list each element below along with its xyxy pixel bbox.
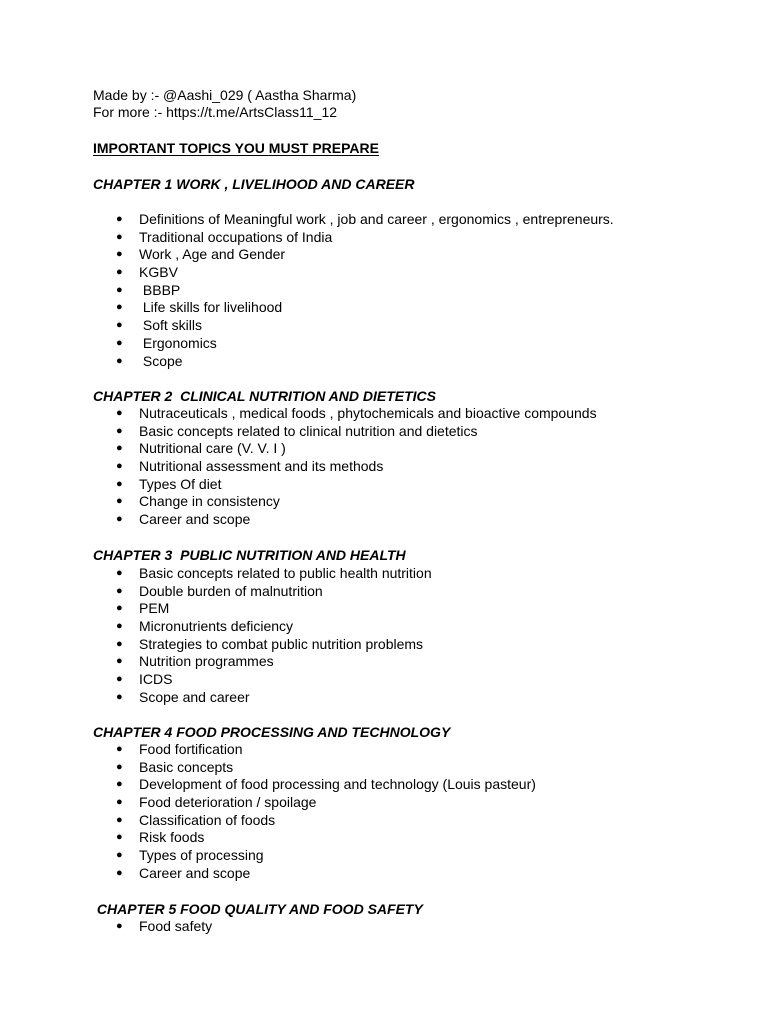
chapter-5-heading: CHAPTER 5 FOOD QUALITY AND FOOD SAFETY — [93, 901, 423, 917]
bullet-icon: ● — [116, 760, 123, 773]
bullet-icon: ● — [116, 301, 123, 314]
bullet-icon: ● — [116, 673, 123, 686]
bullet-icon: ● — [116, 442, 123, 455]
bullet-icon: ● — [116, 513, 123, 526]
bullet-icon: ● — [116, 690, 123, 703]
bullet-icon: ● — [116, 866, 123, 879]
bullet-icon: ● — [116, 213, 123, 225]
bullet-icon: ● — [116, 620, 123, 633]
bullet-icon: ● — [116, 230, 123, 243]
document-page: Made by :- @Aashi_029 ( Aastha Sharma) For more :- https://t.me/ArtsClass11_12 IMPORTANT TOPICS YOU MUST PREPARE CHAPTER 1 WORK , LIVELIHOOD AND CAREER ● Definitions of Meaningful work , job and career , ergonomics , entrepreneurs. ● Traditional occupations of India ● Work , Age and Gender ● KGBV ● BBBP ● Life skills for livelihood ● Soft skills ● Ergonomics ● Scope CHAPTER 2 CLINICAL NUTRITION AND DIETETICS ● Nutraceuticals , medical foods , phytochemicals and bioactive compounds ● Basic concepts related to clinical nutrition and dietetics ● Nutritional care (V. V. I ) ● Nutritional assessment and its methods ● Types Of diet ● Change in consistency ● Career and scope CHAPTER 3 PUBLIC NUTRITION AND HEALTH ● Basic concepts related to public health nutrition ● Double burden of malnutrition ● PEM ● Micronutrients deficiency ● Strategies to combat public nutrition problems ● Nutrition programmes ● ICDS ● Scope and career CHAPTER 4 FOOD PROCESSING AND TECHNOLOGY ● Food fortification ● Basic concepts ● Development of food processing and technology (Louis pasteur) ● Food deterioration / spoilage ● Classification of foods ● Risk foods ● Types of processing ● Career and scope CHAPTER 5 FOOD QUALITY AND FOOD SAFETY ● Food safety — [93, 87, 614, 934]
bullet-icon: ● — [116, 336, 123, 349]
bullet-icon: ● — [116, 655, 123, 668]
bullet-icon: ● — [116, 354, 123, 367]
bullet-icon: ● — [116, 319, 123, 332]
chapter-3-heading: CHAPTER 3 PUBLIC NUTRITION AND HEALTH — [93, 547, 406, 563]
bullet-icon: ● — [116, 407, 123, 419]
chapter-4-heading: CHAPTER 4 FOOD PROCESSING AND TECHNOLOGY — [93, 724, 451, 740]
bullet-icon: ● — [116, 831, 123, 844]
bullet-icon: ● — [116, 813, 123, 826]
bullet-icon: ● — [116, 460, 123, 473]
bullet-icon: ● — [116, 743, 123, 755]
document-title: IMPORTANT TOPICS YOU MUST PREPARE — [93, 140, 379, 156]
bullet-icon: ● — [116, 584, 123, 597]
chapter-1-heading: CHAPTER 1 WORK , LIVELIHOOD AND CAREER — [93, 176, 415, 192]
bullet-icon: ● — [116, 283, 123, 296]
bullet-icon: ● — [116, 849, 123, 862]
bullet-icon: ● — [116, 567, 123, 579]
bullet-icon: ● — [116, 477, 123, 490]
bullet-icon: ● — [116, 637, 123, 650]
bullet-icon: ● — [116, 495, 123, 508]
source-link-line: For more :- https://t.me/ArtsClass11_12 — [93, 104, 338, 120]
chapter-2-heading: CHAPTER 2 CLINICAL NUTRITION AND DIETETICS — [93, 388, 437, 404]
bullet-icon: ● — [116, 266, 123, 279]
bullet-icon: ● — [116, 920, 123, 932]
author-credit: Made by :- @Aashi_029 ( Aastha Sharma) — [93, 87, 357, 103]
bullet-icon: ● — [116, 796, 123, 809]
bullet-icon: ● — [116, 602, 123, 615]
bullet-icon: ● — [116, 248, 123, 261]
bullet-icon: ● — [116, 424, 123, 437]
bullet-icon: ● — [116, 778, 123, 791]
